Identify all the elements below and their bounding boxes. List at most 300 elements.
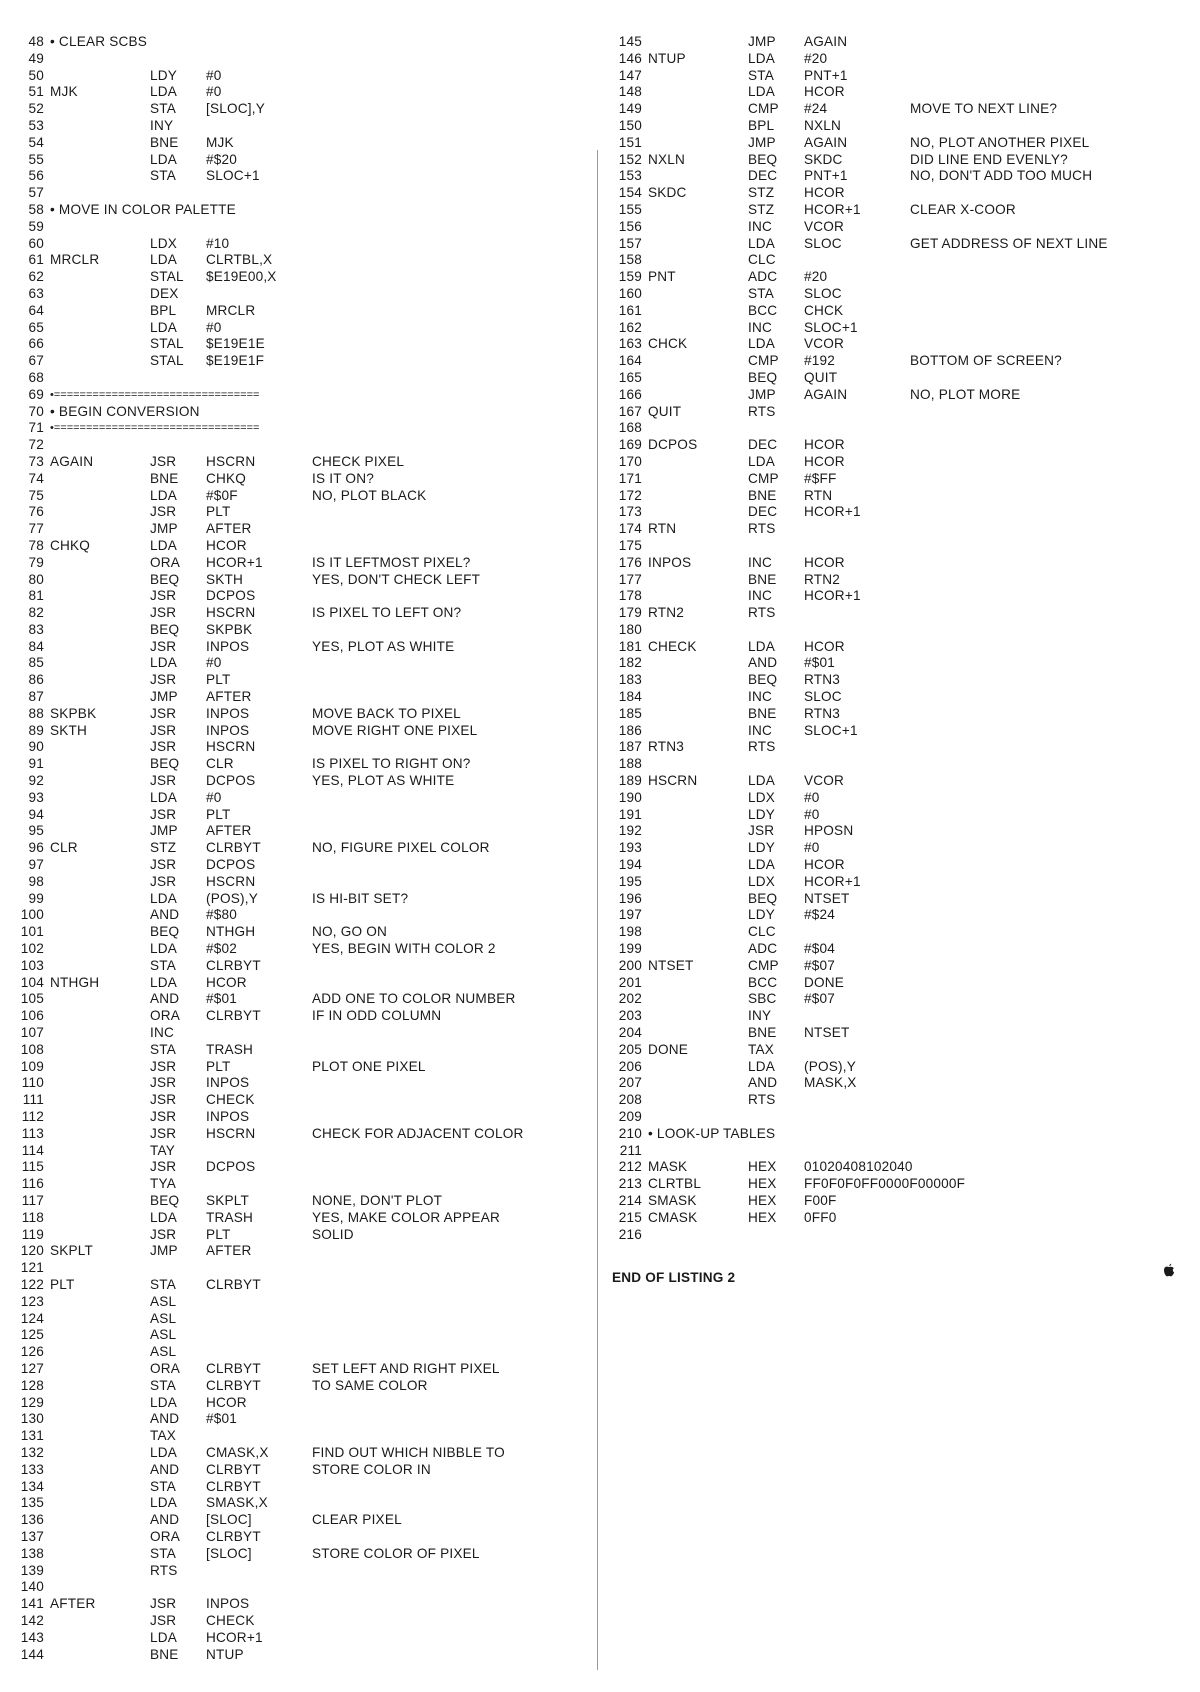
line-number: 171 — [618, 470, 642, 486]
opcode: CMP — [748, 353, 779, 369]
operand: MASK,X — [804, 1075, 857, 1091]
line-number: 214 — [618, 1192, 642, 1208]
listing-line — [14, 1512, 594, 1529]
listing-line — [14, 252, 594, 269]
listing-line — [612, 790, 1192, 807]
line-number: 57 — [28, 185, 44, 201]
operand: CLRTBL,X — [206, 252, 273, 268]
line-number: 80 — [28, 571, 44, 587]
operand: CLRBYT — [206, 1377, 261, 1393]
operand: CLRBYT — [206, 1008, 261, 1024]
listing-line — [14, 1260, 594, 1277]
opcode: DEC — [748, 437, 778, 453]
operand: CLRBYT — [206, 957, 261, 973]
opcode: LDY — [748, 907, 776, 923]
line-number: 94 — [28, 806, 44, 822]
line-comment: YES, PLOT AS WHITE — [312, 773, 455, 789]
operand: CMASK,X — [206, 1444, 269, 1460]
listing-line — [612, 723, 1192, 740]
operand: 01020408102040 — [804, 1159, 913, 1175]
line-number: 98 — [28, 873, 44, 889]
opcode: JSR — [150, 453, 177, 469]
line-comment: IS HI-BIT SET? — [312, 890, 409, 906]
operand: #$0F — [206, 487, 238, 503]
line-number: 198 — [618, 924, 642, 940]
listing-line — [612, 168, 1192, 185]
opcode: JSR — [150, 857, 177, 873]
line-comment: NO, PLOT MORE — [910, 386, 1021, 402]
opcode: INC — [748, 218, 773, 234]
opcode: LDA — [150, 1394, 178, 1410]
operand: AFTER — [206, 1243, 252, 1259]
opcode: STA — [150, 101, 177, 117]
line-label: CLR — [50, 840, 78, 856]
listing-line — [612, 1159, 1192, 1176]
operand: #0 — [206, 67, 222, 83]
line-number: 194 — [618, 857, 642, 873]
section-comment: • CLEAR SCBS — [50, 34, 148, 49]
line-number: 208 — [618, 1092, 642, 1108]
line-number: 207 — [618, 1075, 642, 1091]
operand: SKPLT — [206, 1192, 250, 1208]
line-number: 82 — [28, 605, 44, 621]
line-number: 170 — [618, 453, 642, 469]
operand: HCOR — [804, 437, 845, 453]
line-number: 179 — [618, 605, 642, 621]
listing-line — [612, 823, 1192, 840]
opcode: ASL — [150, 1344, 177, 1360]
listing-line — [14, 387, 594, 404]
opcode: LDA — [748, 336, 776, 352]
line-number: 71 — [28, 420, 44, 436]
listing-column-left — [14, 34, 594, 1663]
operand: NTSET — [804, 1025, 850, 1041]
opcode: INC — [748, 588, 773, 604]
line-number: 73 — [28, 453, 44, 469]
operand: SLOC+1 — [804, 722, 858, 738]
opcode: BPL — [150, 302, 177, 318]
operand: #10 — [206, 235, 230, 251]
opcode: BEQ — [150, 1192, 180, 1208]
line-number: 190 — [618, 789, 642, 805]
line-comment: CLEAR X-COOR — [910, 201, 1016, 217]
listing-line — [14, 572, 594, 589]
listing-line — [612, 538, 1192, 555]
listing-line — [612, 370, 1192, 387]
operand: #$01 — [206, 1411, 238, 1427]
listing-line — [14, 840, 594, 857]
listing-line — [612, 807, 1192, 824]
listing-line — [14, 739, 594, 756]
line-label: HSCRN — [648, 773, 698, 789]
line-number: 177 — [618, 571, 642, 587]
operand: AFTER — [206, 689, 252, 705]
opcode: INC — [748, 689, 773, 705]
listing-line — [14, 857, 594, 874]
operand: PLT — [206, 1058, 231, 1074]
listing-line — [14, 1462, 594, 1479]
line-number: 66 — [28, 336, 44, 352]
opcode: CLC — [748, 924, 776, 940]
line-number: 91 — [28, 756, 44, 772]
operand: 0FF0 — [804, 1209, 837, 1225]
opcode: JSR — [150, 722, 177, 738]
opcode: JMP — [150, 1243, 178, 1259]
listing-line — [14, 1059, 594, 1076]
opcode: JSR — [150, 1058, 177, 1074]
listing-line — [14, 320, 594, 337]
line-number: 92 — [28, 773, 44, 789]
line-number: 175 — [618, 537, 642, 553]
operand: HPOSN — [804, 823, 854, 839]
opcode: STA — [748, 67, 775, 83]
listing-line — [14, 202, 594, 219]
line-number: 108 — [20, 1041, 44, 1057]
line-number: 212 — [618, 1159, 642, 1175]
opcode: DEC — [748, 168, 778, 184]
line-number: 150 — [618, 117, 642, 133]
listing-line — [14, 219, 594, 236]
listing-line — [612, 236, 1192, 253]
line-comment: NO, DON'T ADD TOO MUCH — [910, 168, 1093, 184]
line-number: 78 — [28, 537, 44, 553]
listing-line — [14, 1647, 594, 1664]
opcode: LDX — [748, 789, 776, 805]
opcode: HEX — [748, 1176, 777, 1192]
line-comment: IS IT LEFTMOST PIXEL? — [312, 554, 471, 570]
line-number: 176 — [618, 554, 642, 570]
line-label: NTHGH — [50, 974, 100, 990]
opcode: AND — [150, 1411, 180, 1427]
line-label: DONE — [648, 1041, 689, 1057]
operand: #0 — [206, 84, 222, 100]
line-number: 169 — [618, 437, 642, 453]
line-label: SKPBK — [50, 705, 97, 721]
opcode: CLC — [748, 252, 776, 268]
opcode: ORA — [150, 1008, 181, 1024]
operand: #$01 — [206, 991, 238, 1007]
operand: #$07 — [804, 991, 836, 1007]
opcode: LDA — [748, 857, 776, 873]
line-label: AGAIN — [50, 453, 94, 469]
line-number: 193 — [618, 840, 642, 856]
line-number: 101 — [20, 924, 44, 940]
opcode: JSR — [150, 806, 177, 822]
opcode: LDA — [150, 252, 178, 268]
operand: NTUP — [206, 1646, 244, 1662]
line-number: 143 — [20, 1629, 44, 1645]
listing-line — [612, 521, 1192, 538]
line-number: 118 — [21, 1209, 44, 1225]
listing-line — [612, 118, 1192, 135]
listing-line — [14, 286, 594, 303]
operand: HSCRN — [206, 739, 256, 755]
listing-line — [612, 101, 1192, 118]
listing-line — [612, 588, 1192, 605]
listing-line — [14, 1395, 594, 1412]
opcode: LDA — [150, 1444, 178, 1460]
line-number: 185 — [618, 705, 642, 721]
line-comment: FIND OUT WHICH NIBBLE TO — [312, 1444, 505, 1460]
listing-line — [14, 1495, 594, 1512]
operand: PLT — [206, 806, 231, 822]
line-number: 113 — [21, 1125, 44, 1141]
opcode: LDA — [150, 1209, 178, 1225]
line-label: INPOS — [648, 554, 692, 570]
opcode: SBC — [748, 991, 777, 1007]
operand: #$02 — [206, 941, 238, 957]
line-number: 161 — [618, 302, 642, 318]
operand: #0 — [804, 840, 820, 856]
line-number: 141 — [20, 1596, 44, 1612]
listing-line — [14, 655, 594, 672]
line-number: 74 — [28, 470, 44, 486]
listing-line — [14, 1613, 594, 1630]
line-number: 54 — [28, 134, 44, 150]
listing-line — [14, 991, 594, 1008]
listing-line — [612, 975, 1192, 992]
line-number: 206 — [618, 1058, 642, 1074]
listing-line — [612, 1042, 1192, 1059]
operand: PNT+1 — [804, 168, 848, 184]
line-comment: CLEAR PIXEL — [312, 1512, 402, 1528]
operand: #$80 — [206, 907, 238, 923]
line-comment: IS PIXEL TO LEFT ON? — [312, 605, 462, 621]
operand: HSCRN — [206, 1125, 256, 1141]
operand: $E19E1F — [206, 353, 265, 369]
line-number: 114 — [21, 1142, 44, 1158]
line-label: PNT — [648, 269, 676, 285]
listing-line — [612, 1075, 1192, 1092]
listing-line — [612, 488, 1192, 505]
operand: HCOR — [804, 638, 845, 654]
line-number: 162 — [618, 319, 642, 335]
listing-line — [14, 1378, 594, 1395]
line-comment: GET ADDRESS OF NEXT LINE — [910, 235, 1108, 251]
listing-line — [14, 1176, 594, 1193]
line-number: 77 — [28, 521, 44, 537]
listing-line — [14, 555, 594, 572]
line-number: 173 — [618, 504, 642, 520]
line-number: 152 — [618, 151, 642, 167]
line-label: NXLN — [648, 151, 686, 167]
line-number: 151 — [618, 134, 642, 150]
opcode: LDA — [748, 773, 776, 789]
line-number: 127 — [20, 1360, 44, 1376]
opcode: RTS — [150, 1562, 178, 1578]
operand: NXLN — [804, 117, 842, 133]
line-comment: SOLID — [312, 1226, 354, 1242]
operand: MJK — [206, 134, 234, 150]
opcode: LDA — [748, 453, 776, 469]
line-label: PLT — [50, 1276, 75, 1292]
opcode: LDA — [748, 638, 776, 654]
operand: SKDC — [804, 151, 843, 167]
operand: CLRBYT — [206, 1276, 261, 1292]
operand: SLOC — [804, 285, 842, 301]
line-number: 61 — [28, 252, 44, 268]
listing-line — [14, 891, 594, 908]
listing-line — [612, 51, 1192, 68]
opcode: STA — [150, 1276, 177, 1292]
opcode: TAX — [748, 1041, 775, 1057]
listing-line — [14, 1428, 594, 1445]
opcode: JSR — [150, 739, 177, 755]
opcode: JMP — [748, 34, 776, 49]
line-number: 213 — [618, 1176, 642, 1192]
opcode: ASL — [150, 1293, 177, 1309]
opcode: HEX — [748, 1159, 777, 1175]
opcode: LDA — [150, 1495, 178, 1511]
line-number: 81 — [28, 588, 44, 604]
listing-line — [612, 1008, 1192, 1025]
listing-line — [612, 454, 1192, 471]
listing-line — [14, 588, 594, 605]
opcode: LDA — [150, 655, 178, 671]
line-number: 49 — [28, 50, 44, 66]
line-number: 148 — [618, 84, 642, 100]
line-comment: YES, DON'T CHECK LEFT — [312, 571, 481, 587]
opcode: JSR — [150, 873, 177, 889]
listing-line — [14, 504, 594, 521]
operand: DCPOS — [206, 773, 256, 789]
line-number: 68 — [28, 369, 44, 385]
listing-line — [14, 1109, 594, 1126]
opcode: ASL — [150, 1327, 177, 1343]
operand: PLT — [206, 672, 231, 688]
opcode: ORA — [150, 1528, 181, 1544]
operand: NTSET — [804, 890, 850, 906]
line-number: 196 — [618, 890, 642, 906]
line-number: 154 — [618, 185, 642, 201]
operand: #$20 — [206, 151, 238, 167]
operand: SKTH — [206, 571, 244, 587]
line-number: 181 — [618, 638, 642, 654]
opcode: STZ — [150, 840, 177, 856]
line-number: 192 — [618, 823, 642, 839]
operand: HCOR — [804, 857, 845, 873]
line-number: 147 — [618, 67, 642, 83]
opcode: STA — [150, 1377, 177, 1393]
listing-line — [14, 1277, 594, 1294]
operand: DCPOS — [206, 857, 256, 873]
line-comment: DID LINE END EVENLY? — [910, 151, 1068, 167]
line-label: RTN3 — [648, 739, 685, 755]
opcode: JSR — [150, 1226, 177, 1242]
listing-line — [14, 1327, 594, 1344]
operand: PNT+1 — [804, 67, 848, 83]
line-comment: YES, MAKE COLOR APPEAR — [312, 1209, 500, 1225]
operand: #0 — [804, 806, 820, 822]
line-number: 56 — [28, 168, 44, 184]
opcode: BEQ — [748, 890, 778, 906]
line-number: 144 — [20, 1646, 44, 1662]
line-comment: SET LEFT AND RIGHT PIXEL — [312, 1360, 500, 1376]
listing-line — [14, 1311, 594, 1328]
listing-line — [612, 320, 1192, 337]
section-comment: • MOVE IN COLOR PALETTE — [50, 201, 236, 217]
line-label: CLRTBL — [648, 1176, 702, 1192]
line-number: 163 — [618, 336, 642, 352]
line-number: 135 — [20, 1495, 44, 1511]
opcode: AND — [150, 991, 180, 1007]
operand: #$07 — [804, 957, 836, 973]
listing-line — [612, 773, 1192, 790]
line-label: CHCK — [648, 336, 688, 352]
listing-line — [14, 958, 594, 975]
operand: CLR — [206, 756, 234, 772]
line-number: 89 — [28, 722, 44, 738]
listing-line — [14, 538, 594, 555]
line-number: 188 — [618, 756, 642, 772]
opcode: JSR — [150, 1075, 177, 1091]
opcode: STZ — [748, 185, 775, 201]
operand: CLRBYT — [206, 1461, 261, 1477]
line-number: 84 — [28, 638, 44, 654]
line-number: 131 — [20, 1428, 44, 1444]
listing-line — [612, 1210, 1192, 1227]
line-comment: CHECK FOR ADJACENT COLOR — [312, 1125, 524, 1141]
listing-line — [14, 1596, 594, 1613]
opcode: BEQ — [150, 756, 180, 772]
opcode: INY — [748, 1008, 772, 1024]
listing-line — [612, 437, 1192, 454]
operand: HCOR+1 — [206, 1629, 263, 1645]
line-number: 199 — [618, 941, 642, 957]
opcode: JSR — [150, 588, 177, 604]
listing-line — [14, 1361, 594, 1378]
line-number: 75 — [28, 487, 44, 503]
opcode: JSR — [150, 1596, 177, 1612]
operand: #0 — [206, 319, 222, 335]
line-number: 105 — [20, 991, 44, 1007]
operand: INPOS — [206, 1596, 250, 1612]
line-label: NTSET — [648, 957, 694, 973]
listing-line — [14, 790, 594, 807]
opcode: INC — [748, 319, 773, 335]
opcode: INY — [150, 117, 174, 133]
operand: HCOR — [206, 1394, 247, 1410]
opcode: BEQ — [748, 151, 778, 167]
operand: TRASH — [206, 1209, 254, 1225]
line-label: RTN — [648, 521, 677, 537]
operand: HCOR+1 — [206, 554, 263, 570]
operand: RTN2 — [804, 571, 841, 587]
line-number: 52 — [28, 101, 44, 117]
line-number: 182 — [618, 655, 642, 671]
line-number: 85 — [28, 655, 44, 671]
line-label: CHECK — [648, 638, 697, 654]
operand: SLOC+1 — [206, 168, 260, 184]
operand: VCOR — [804, 773, 845, 789]
opcode: JSR — [150, 1612, 177, 1628]
line-number: 90 — [28, 739, 44, 755]
listing-line — [14, 1630, 594, 1647]
line-number: 202 — [618, 991, 642, 1007]
operand: HCOR+1 — [804, 588, 861, 604]
line-comment: NO, GO ON — [312, 924, 388, 940]
line-number: 205 — [618, 1041, 642, 1057]
line-number: 172 — [618, 487, 642, 503]
opcode: BNE — [748, 571, 777, 587]
listing-line — [14, 924, 594, 941]
end-of-listing-note: END OF LISTING 2 — [612, 1270, 736, 1285]
listing-line — [612, 1126, 1192, 1143]
line-label: DCPOS — [648, 437, 698, 453]
opcode: STA — [150, 1545, 177, 1561]
line-number: 158 — [618, 252, 642, 268]
opcode: INC — [748, 554, 773, 570]
